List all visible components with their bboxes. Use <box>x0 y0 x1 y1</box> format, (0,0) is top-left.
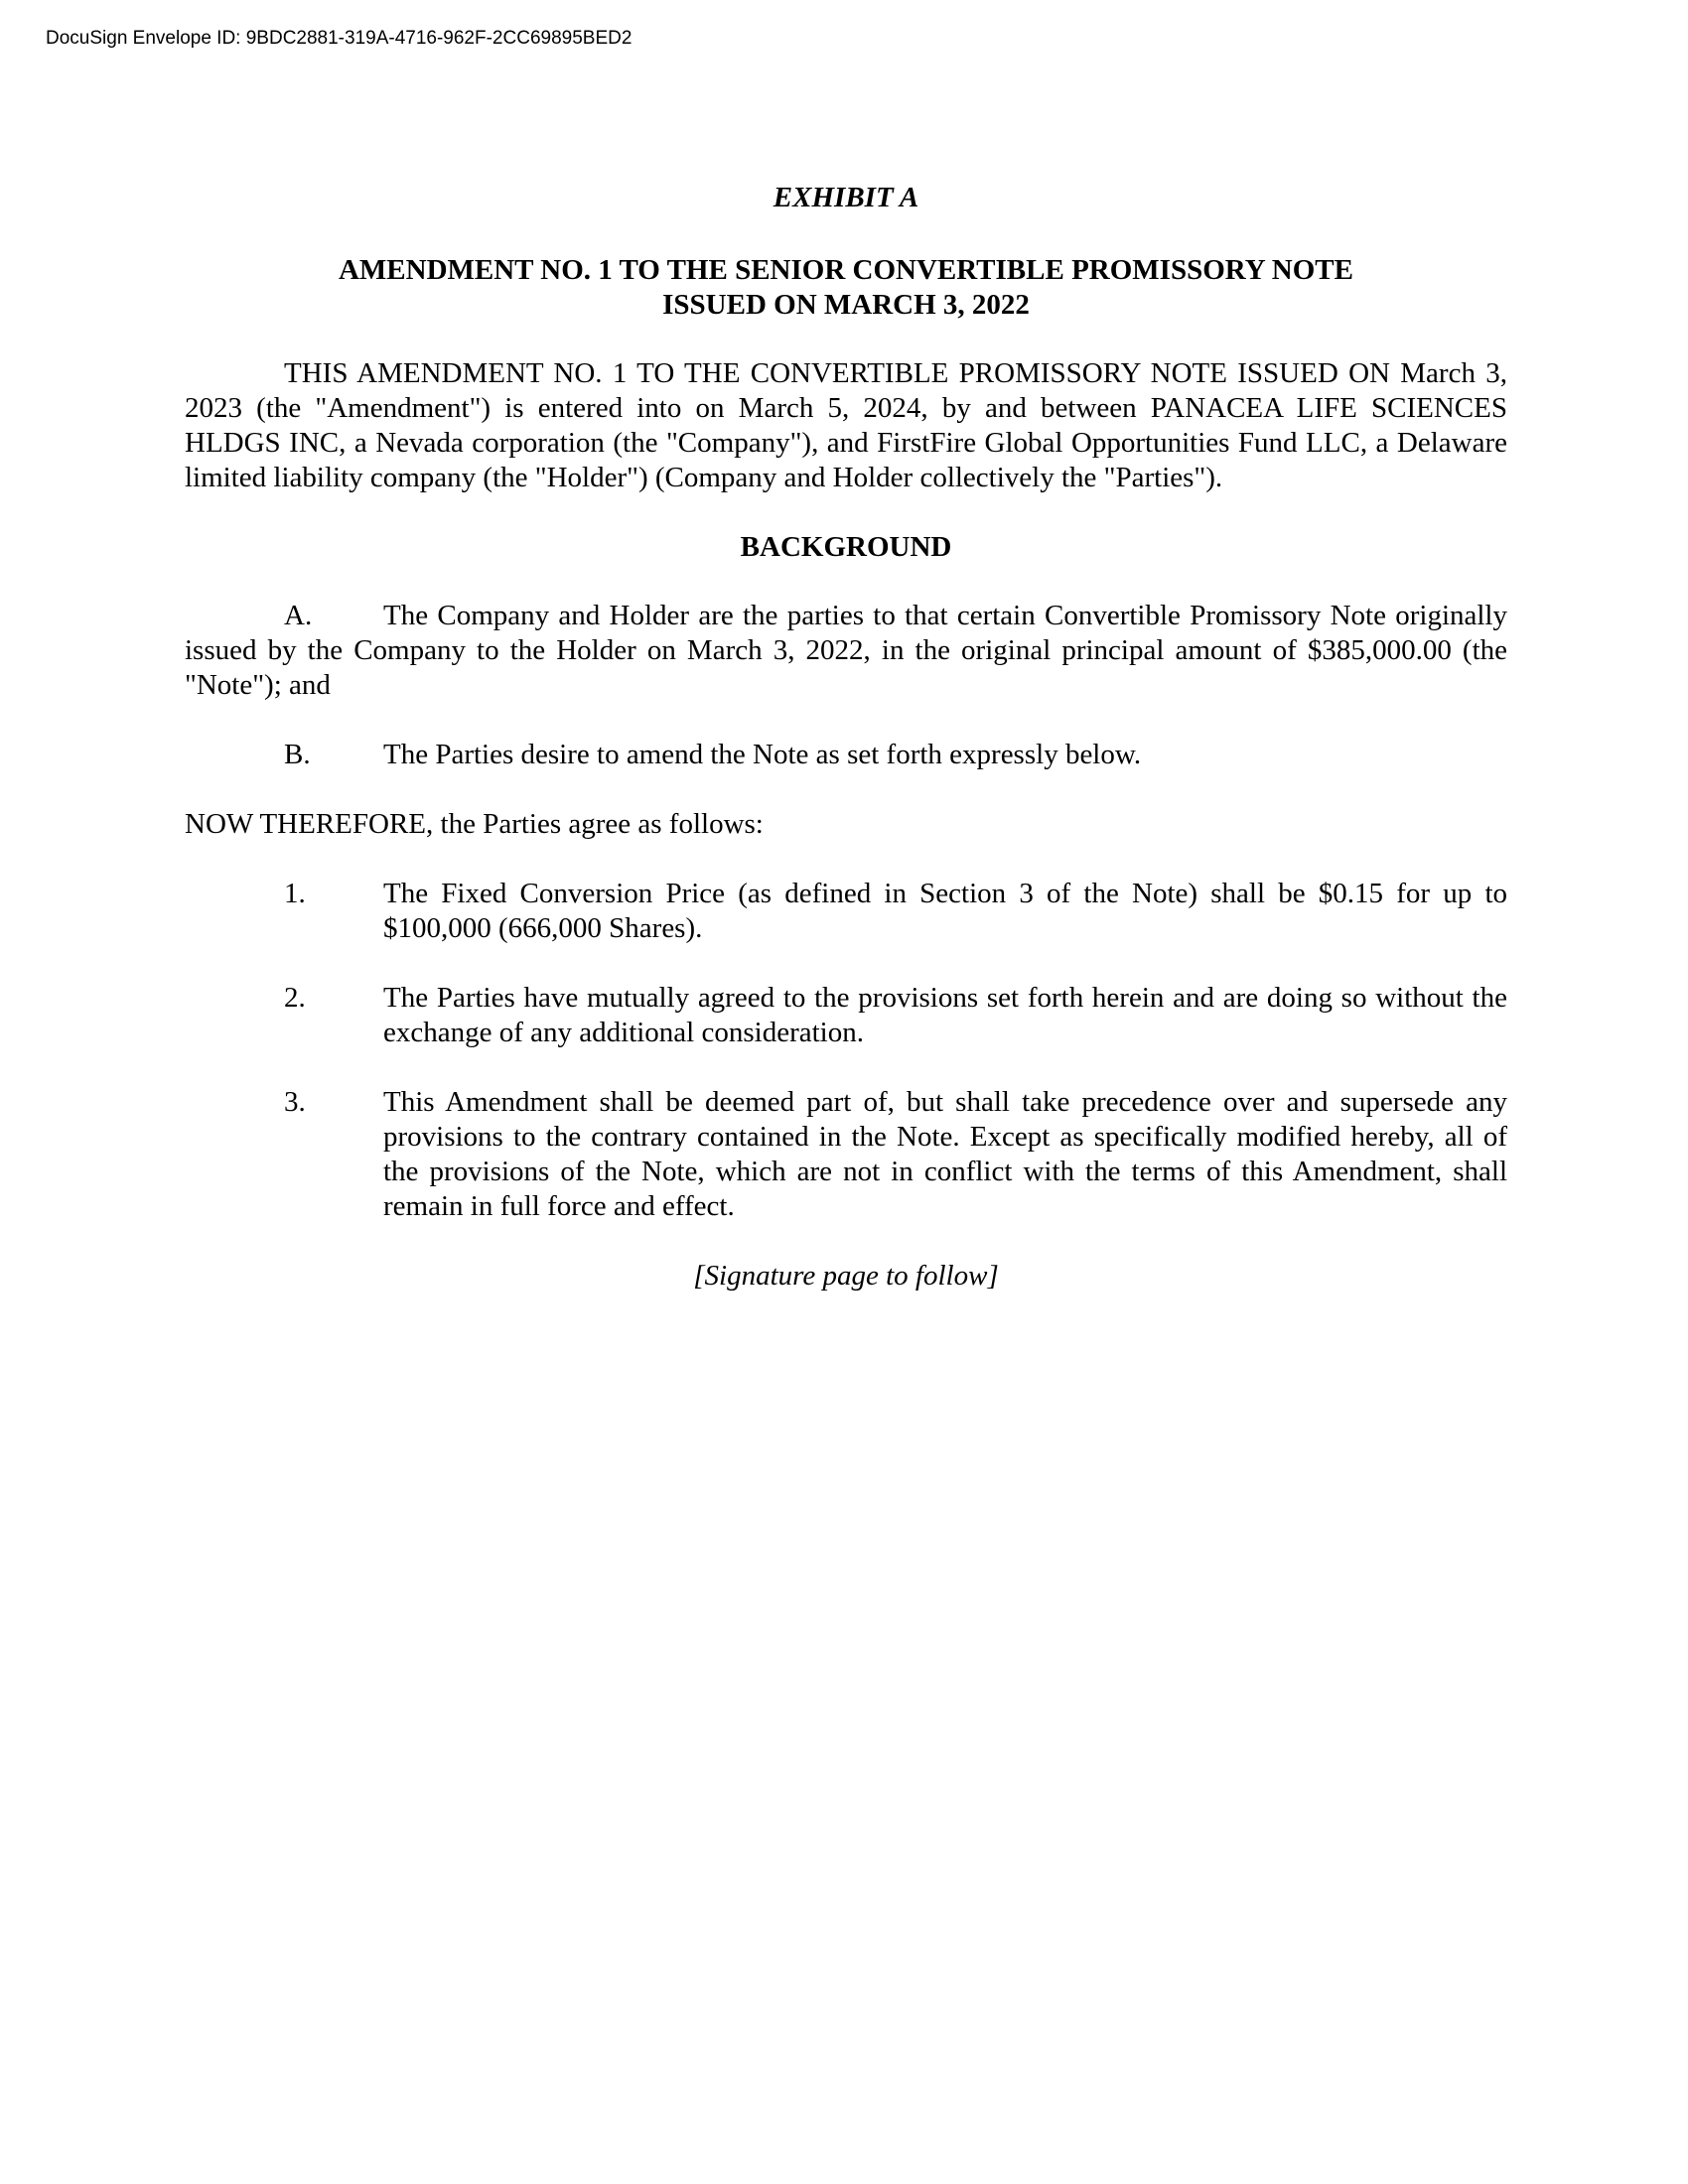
now-therefore-clause: NOW THEREFORE, the Parties agree as follows: <box>185 808 764 840</box>
recital-a-marker: A. <box>284 600 313 631</box>
recital-b <box>185 738 1507 772</box>
recital-b-marker: B. <box>284 739 311 770</box>
background-heading: BACKGROUND <box>740 531 952 563</box>
provision-3-number: 3. <box>284 1086 306 1118</box>
document-title-line-1: AMENDMENT NO. 1 TO THE SENIOR CONVERTIBLE PROMISSORY NOTE <box>338 254 1353 286</box>
provision-1 <box>185 877 1507 946</box>
provision-1-text: The Fixed Conversion Price (as defined in Section 3 of the Note) shall be $0.15 for up to $100,000 (666,000 Shares). <box>383 878 1507 944</box>
signature-page-note: [Signature page to follow] <box>693 1260 999 1292</box>
document-page <box>185 181 1507 1294</box>
document-title-line-2: ISSUED ON MARCH 3, 2022 <box>662 289 1030 321</box>
provision-3-text: This Amendment shall be deemed part of, but shall take precedence over and supersede any provisions to the contrary contained in the Note. Except as specifically modified hereby, all of the provisions of the Note, which are not in conflict with the terms of this Amendment, shall remain in full force and effect. <box>383 1086 1507 1222</box>
provision-3 <box>185 1085 1507 1224</box>
exhibit-title: EXHIBIT A <box>773 182 919 213</box>
preamble-paragraph: THIS AMENDMENT NO. 1 TO THE CONVERTIBLE PROMISSORY NOTE ISSUED ON March 3, 2023 (the "Amendment") is entered into on March 5, 2024, by and between PANACEA LIFE SCIENCES HLDGS INC, a Nevada corporation (the "Company"), and FirstFire Global Opportunities Fund LLC, a Delaware limited liability company (the "Holder") (Company and Holder collectively the "Parties"). <box>185 357 1507 493</box>
provision-1-number: 1. <box>284 878 306 909</box>
recital-a-text: The Company and Holder are the parties to that certain Convertible Promissory Note originally issued by the Company to the Holder on March 3, 2022, in the original principal amount of $385,000.00 (the "Note"); and <box>185 600 1507 701</box>
envelope-id: DocuSign Envelope ID: 9BDC2881-319A-4716-962F-2CC69895BED2 <box>46 28 633 49</box>
provision-2-number: 2. <box>284 982 306 1014</box>
provision-2-text: The Parties have mutually agreed to the provisions set forth herein and are doing so without the exchange of any additional consideration. <box>383 982 1507 1048</box>
recital-a <box>185 599 1507 703</box>
provision-2 <box>185 981 1507 1050</box>
document-title <box>185 253 1507 323</box>
recital-b-text: The Parties desire to amend the Note as set forth expressly below. <box>383 739 1142 770</box>
